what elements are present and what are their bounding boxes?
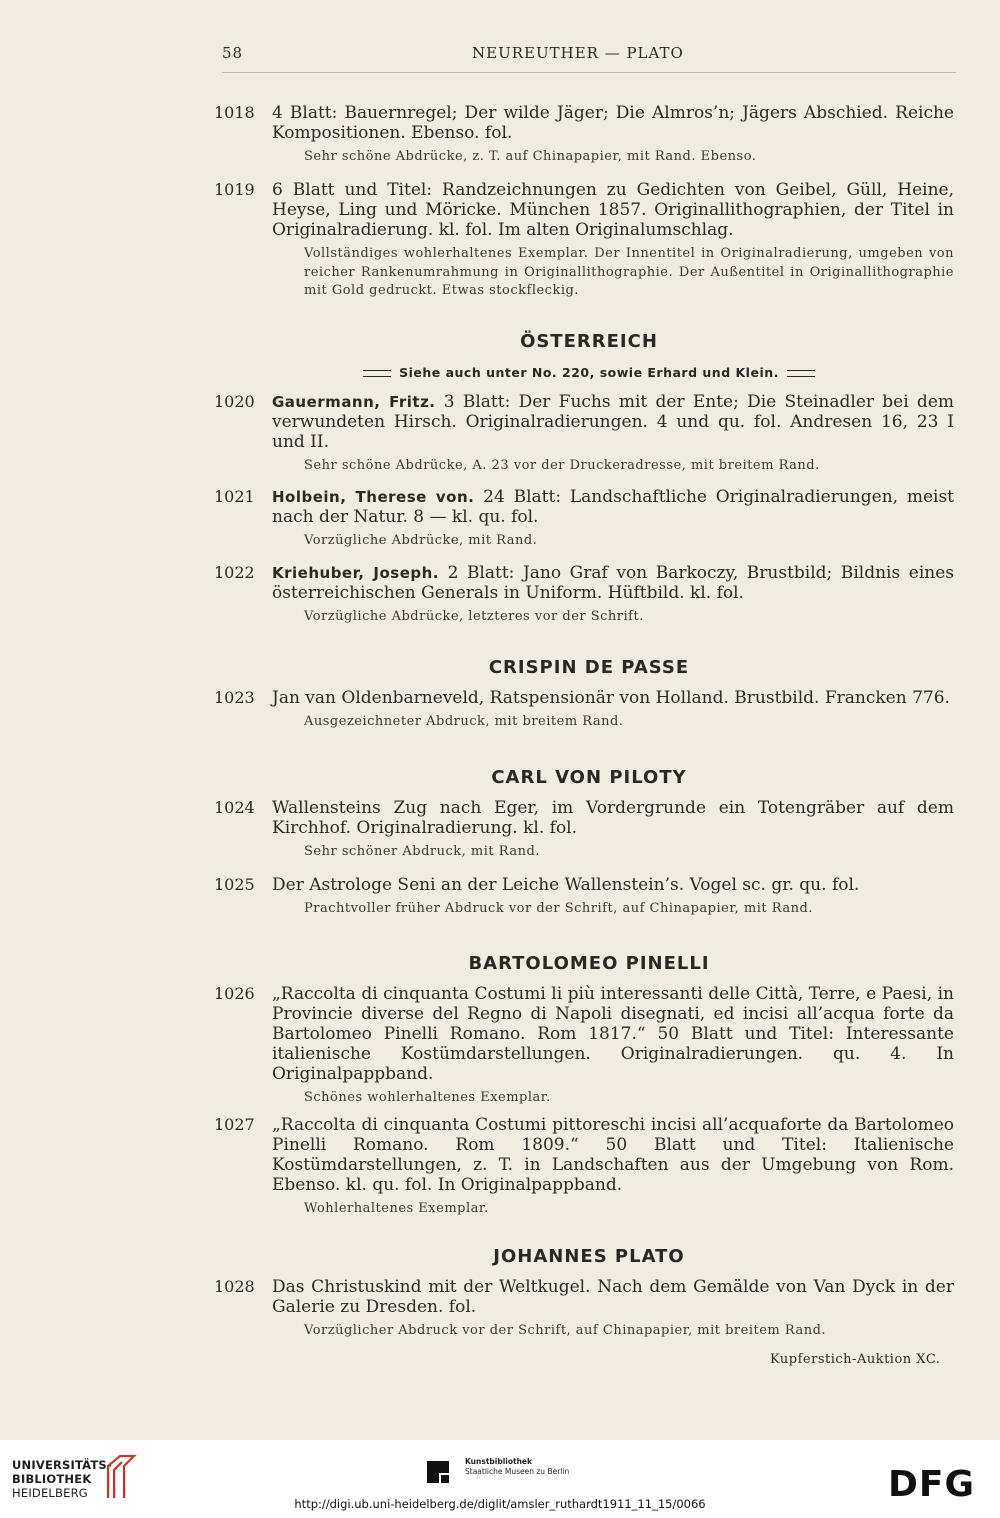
- double-rule-left: [363, 370, 391, 377]
- entry-number: 1024: [214, 798, 255, 817]
- catalog-entry-1023: [214, 688, 954, 732]
- entry-description: Gauermann, Fritz. 3 Blatt: Der Fuchs mit der Ente; Die Steinadler bei dem verwundeten Hirsch. Originalradierungen. 4 und qu. fol. Andresen 16, 23 I und II.: [272, 392, 954, 452]
- entry-note: Sehr schöner Abdruck, mit Rand.: [304, 844, 540, 859]
- entry-note: Sehr schöne Abdrücke, A. 23 vor der Druckeradresse, mit breitem Rand.: [304, 458, 820, 473]
- entry-number: 1026: [214, 984, 255, 1003]
- catalog-entry-1026: [214, 984, 954, 1108]
- entry-note: Vorzüglicher Abdruck vor der Schrift, auf Chinapapier, mit breitem Rand.: [304, 1323, 827, 1338]
- entry-note: Vollständiges wohlerhaltenes Exemplar. Der Innentitel in Originalradierung, umgeben von reicher Rankenumrahmung in Originallithographie. Der Außentitel in Originallithographie mit Gold gedruckt. Etwas stockfleckig.: [304, 246, 954, 298]
- artist-name: Kriehuber, Joseph.: [272, 564, 439, 582]
- entry-number: 1023: [214, 688, 255, 707]
- entry-note: Prachtvoller früher Abdruck vor der Schrift, auf Chinapapier, mit Rand.: [304, 901, 813, 916]
- catalog-entry-1021: [214, 487, 954, 551]
- entry-note: Sehr schöne Abdrücke, z. T. auf Chinapapier, mit Rand. Ebenso.: [304, 149, 757, 164]
- ub-heidelberg-logo[interactable]: UNIVERSITÄTS- BIBLIOTHEK HEIDELBERG: [12, 1458, 112, 1500]
- entry-description: „Raccolta di cinquanta Costumi li più interessanti delle Città, Terre, e Paesi, in Provincie diverse del Regno di Napoli disegnati, ed incisi all’acqua forte da Bartolomeo Pinelli Romano. Rom 1817.“ 50 Blatt und Titel: Interessante italienische Kostümdarstellungen. Originalradierungen. qu. 4. In Originalpappband.: [272, 984, 954, 1084]
- kunstbibliothek-icon: [427, 1461, 449, 1483]
- catalog-entry-1020: [214, 392, 954, 476]
- section-heading-oesterreich: ÖSTERREICH: [520, 331, 658, 352]
- entry-note: Schönes wohlerhaltenes Exemplar.: [304, 1090, 551, 1105]
- entry-number: 1019: [214, 180, 255, 199]
- catalog-entry-1019: [214, 180, 954, 301]
- entry-description: 6 Blatt und Titel: Randzeichnungen zu Gedichten von Geibel, Güll, Heine, Heyse, Ling und Möricke. München 1857. Originallithographien, der Titel in Originalradierung. kl. fol. Im alten Originalumschlag.: [272, 180, 954, 240]
- entry-number: 1022: [214, 563, 255, 582]
- entry-description: Jan van Oldenbarneveld, Ratspensionär von Holland. Brustbild. Francken 776.: [272, 688, 950, 708]
- entry-note: Wohlerhaltenes Exemplar.: [304, 1201, 489, 1216]
- double-rule-right: [787, 370, 815, 377]
- entry-number: 1020: [214, 392, 255, 411]
- catalog-entry-1028: [214, 1277, 954, 1341]
- section-heading-pinelli: BARTOLOMEO PINELLI: [468, 953, 710, 974]
- entry-description: Der Astrologe Seni an der Leiche Wallenstein’s. Vogel sc. gr. qu. fol.: [272, 875, 860, 895]
- page-number: 58: [222, 44, 244, 62]
- header-rule: [222, 72, 956, 73]
- page-header: [0, 44, 1000, 68]
- digitization-footer: [0, 1440, 1000, 1518]
- entry-number: 1028: [214, 1277, 255, 1296]
- entry-description: 4 Blatt: Bauernregel; Der wilde Jäger; Die Almros’n; Jägers Abschied. Reiche Kompositionen. Ebenso. fol.: [272, 103, 954, 143]
- catalog-entry-1025: [214, 875, 954, 919]
- section-heading-passe: CRISPIN DE PASSE: [488, 657, 690, 678]
- entry-number: 1025: [214, 875, 255, 894]
- artist-name: Gauermann, Fritz.: [272, 393, 436, 411]
- entry-number: 1021: [214, 487, 255, 506]
- catalog-entry-1018: [214, 103, 954, 167]
- entry-description: Wallensteins Zug nach Eger, im Vordergrunde ein Totengräber auf dem Kirchhof. Originalradierung. kl. fol.: [272, 798, 954, 838]
- dfg-logo[interactable]: DFG: [888, 1464, 976, 1505]
- kunstbibliothek-logo[interactable]: Kunstbibliothek Staatliche Museen zu Berlin: [427, 1457, 569, 1477]
- ub-heidelberg-mark-icon: [100, 1452, 140, 1500]
- section-heading-plato: JOHANNES PLATO: [493, 1246, 685, 1267]
- running-title: NEUREUTHER — PLATO: [472, 44, 684, 62]
- permalink-url[interactable]: http://digi.ub.uni-heidelberg.de/diglit/amsler_ruthardt1911_11_15/0066: [294, 1497, 706, 1511]
- catalog-entry-1022: [214, 563, 954, 627]
- entry-description: „Raccolta di cinquanta Costumi pittoreschi incisi all’acquaforte da Bartolomeo Pinelli Romano. Rom 1809.“ 50 Blatt und Titel: Italienische Kostümdarstellungen, z. T. in Landschaften aus der Umgebung von Rom. Ebenso. kl. qu. fol. In Originalpappband.: [272, 1115, 954, 1195]
- entry-number: 1018: [214, 103, 255, 122]
- see-also-text: Siehe auch unter No. 220, sowie Erhard und Klein.: [399, 365, 779, 380]
- entry-description: Das Christuskind mit der Weltkugel. Nach dem Gemälde von Van Dyck in der Galerie zu Dresden. fol.: [272, 1277, 954, 1317]
- entry-note: Vorzügliche Abdrücke, letzteres vor der Schrift.: [304, 609, 644, 624]
- entry-note: Vorzügliche Abdrücke, mit Rand.: [304, 533, 538, 548]
- entry-description: Holbein, Therese von. 24 Blatt: Landschaftliche Originalradierungen, meist nach der Natur. 8 — kl. qu. fol.: [272, 487, 955, 527]
- section-heading-piloty: CARL VON PILOTY: [491, 767, 687, 788]
- catalog-entry-1027: [214, 1115, 954, 1219]
- artist-name: Holbein, Therese von.: [272, 488, 475, 506]
- see-also-note: [222, 365, 956, 380]
- signature-mark: Kupferstich-Auktion XC.: [770, 1352, 941, 1367]
- entry-number: 1027: [214, 1115, 255, 1134]
- entry-description: Kriehuber, Joseph. 2 Blatt: Jano Graf von Barkoczy, Brustbild; Bildnis eines österreichischen Generals in Uniform. Hüftbild. kl. fol.: [272, 563, 955, 603]
- entry-note: Ausgezeichneter Abdruck, mit breitem Rand.: [304, 714, 624, 729]
- catalog-entry-1024: [214, 798, 954, 862]
